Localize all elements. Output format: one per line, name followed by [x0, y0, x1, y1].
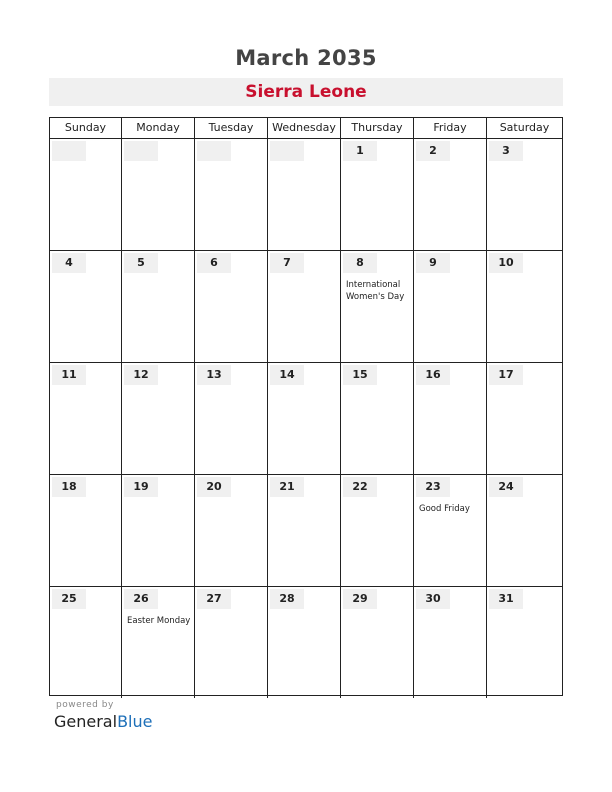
day-cell[interactable] — [268, 139, 341, 250]
day-number: 30 — [416, 589, 450, 609]
day-number: 1 — [343, 141, 377, 161]
day-number: 16 — [416, 365, 450, 385]
day-number: 27 — [197, 589, 231, 609]
day-number: 9 — [416, 253, 450, 273]
day-cell[interactable] — [195, 475, 268, 586]
day-cell[interactable] — [341, 363, 414, 474]
day-cell[interactable] — [487, 363, 562, 474]
day-number: 21 — [270, 477, 304, 497]
day-cell[interactable] — [341, 251, 414, 362]
powered-by-text: powered by — [56, 700, 114, 710]
day-number: 5 — [124, 253, 158, 273]
day-cell[interactable] — [414, 475, 487, 586]
day-number — [197, 141, 231, 161]
logo-blue: Blue — [117, 712, 153, 731]
day-cell[interactable] — [487, 475, 562, 586]
weekday-header-row — [50, 118, 562, 139]
day-number: 19 — [124, 477, 158, 497]
day-cell[interactable] — [50, 475, 122, 586]
day-number — [124, 141, 158, 161]
day-cell[interactable] — [50, 251, 122, 362]
day-number — [52, 141, 86, 161]
calendar-grid — [49, 117, 563, 696]
day-cell[interactable] — [341, 475, 414, 586]
day-number: 17 — [489, 365, 523, 385]
weekday-header: Monday — [122, 118, 195, 138]
day-number: 3 — [489, 141, 523, 161]
day-cell[interactable] — [414, 139, 487, 250]
day-number: 25 — [52, 589, 86, 609]
weekday-header: Wednesday — [268, 118, 341, 138]
week-row — [50, 363, 562, 475]
calendar-title: March 2035 — [235, 46, 377, 70]
day-cell[interactable] — [122, 363, 195, 474]
day-cell[interactable] — [122, 139, 195, 250]
day-cell[interactable] — [50, 363, 122, 474]
day-cell[interactable] — [268, 587, 341, 698]
day-number: 29 — [343, 589, 377, 609]
day-number: 13 — [197, 365, 231, 385]
day-number: 26 — [124, 589, 158, 609]
day-cell[interactable] — [487, 251, 562, 362]
week-row — [50, 475, 562, 587]
day-cell[interactable] — [122, 475, 195, 586]
logo-general: General — [54, 712, 118, 731]
day-number: 23 — [416, 477, 450, 497]
day-number: 15 — [343, 365, 377, 385]
day-number: 11 — [52, 365, 86, 385]
day-cell[interactable] — [195, 251, 268, 362]
day-number: 2 — [416, 141, 450, 161]
week-row — [50, 139, 562, 251]
day-number: 7 — [270, 253, 304, 273]
holiday-label: International Women's Day — [346, 280, 405, 302]
day-number: 10 — [489, 253, 523, 273]
weekday-header: Saturday — [499, 121, 550, 134]
day-number: 31 — [489, 589, 523, 609]
day-number: 28 — [270, 589, 304, 609]
day-cell[interactable] — [195, 363, 268, 474]
day-number: 12 — [124, 365, 158, 385]
day-cell[interactable] — [487, 139, 562, 250]
day-number: 6 — [197, 253, 231, 273]
weekday-header: Sunday — [50, 118, 122, 138]
day-number: 24 — [489, 477, 523, 497]
day-cell[interactable] — [487, 587, 562, 698]
holiday-label: Good Friday — [419, 504, 470, 514]
weekday-header: Tuesday — [195, 118, 268, 138]
day-cell[interactable] — [195, 587, 268, 698]
week-row — [50, 587, 562, 698]
week-row — [50, 251, 562, 363]
day-cell[interactable] — [268, 363, 341, 474]
day-number: 8 — [343, 253, 377, 273]
weekday-header: Friday — [414, 118, 487, 138]
day-cell[interactable] — [414, 251, 487, 362]
day-cell[interactable] — [50, 139, 122, 250]
day-cell[interactable] — [341, 139, 414, 250]
day-number: 22 — [343, 477, 377, 497]
day-cell[interactable] — [341, 587, 414, 698]
day-cell[interactable] — [268, 475, 341, 586]
day-cell[interactable] — [414, 363, 487, 474]
day-number: 18 — [52, 477, 86, 497]
generalblue-logo[interactable] — [54, 712, 152, 731]
day-cell[interactable] — [50, 587, 122, 698]
day-cell[interactable] — [268, 251, 341, 362]
day-cell[interactable] — [414, 587, 487, 698]
day-cell[interactable] — [122, 587, 195, 698]
country-name: Sierra Leone — [49, 78, 563, 106]
day-cell[interactable] — [195, 139, 268, 250]
day-number: 14 — [270, 365, 304, 385]
day-number — [270, 141, 304, 161]
weeks-container — [50, 139, 562, 695]
day-cell[interactable] — [122, 251, 195, 362]
weekday-header: Thursday — [341, 118, 414, 138]
day-number: 20 — [197, 477, 231, 497]
day-number: 4 — [52, 253, 86, 273]
holiday-label: Easter Monday — [127, 616, 191, 626]
